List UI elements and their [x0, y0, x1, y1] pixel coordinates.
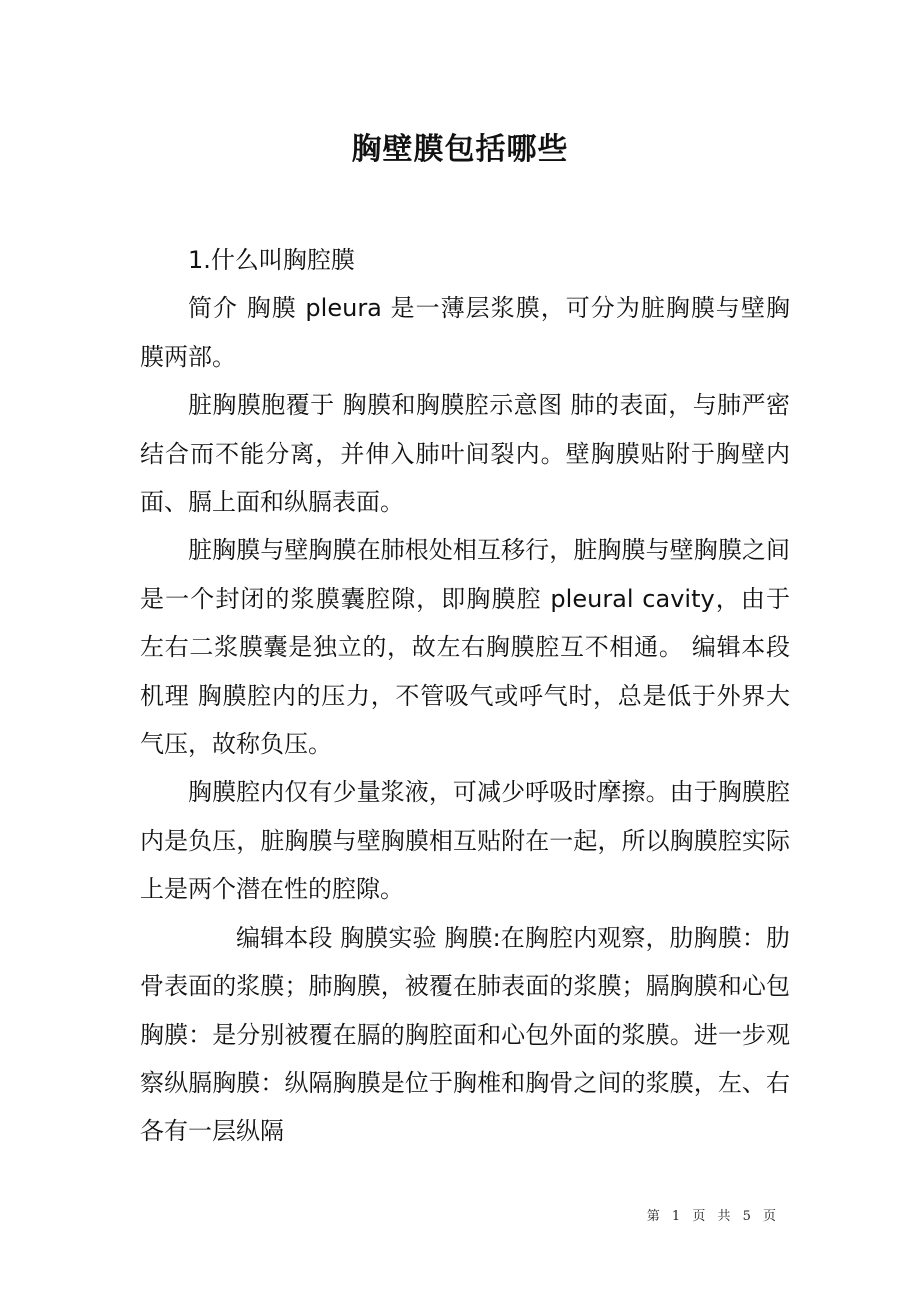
paragraph-intro: 简介 胸膜 pleura 是一薄层浆膜，可分为脏胸膜与壁胸膜两部。	[140, 294, 790, 371]
paragraph-pleura-experiment: 编辑本段 胸膜实验 胸膜:在胸腔内观察，肋胸膜：肋骨表面的浆膜；肺胸膜，被覆在肺表面的浆膜；膈胸膜和心包胸膜：是分别被覆在膈的胸腔面和心包外面的浆膜。进一步观察纵膈胸膜：纵隔胸膜是位于胸椎和胸骨之间的浆膜，左、右各有一层纵隔	[140, 923, 790, 1146]
paragraph-heading-1: 1.什么叫胸腔膜	[188, 246, 355, 274]
document-title: 胸壁膜包括哪些	[351, 132, 569, 167]
page-number: 第 1 页 共 5 页	[646, 1209, 780, 1224]
paragraph-pleural-cavity: 脏胸膜与壁胸膜在肺根处相互移行，脏胸膜与壁胸膜之间是一个封闭的浆膜囊腔隙，即胸膜腔 pleural cavity，由于左右二浆膜囊是独立的，故左右胸膜腔互不相通。 编辑本段 机理 胸膜腔内的压力，不管吸气或呼气时，总是低于外界大气压，故称负压。	[140, 536, 790, 759]
paragraph-serous-fluid: 胸膜腔内仅有少量浆液，可减少呼吸时摩擦。由于胸膜腔内是负压，脏胸膜与壁胸膜相互贴附在一起，所以胸膜腔实际上是两个潜在性的腔隙。	[140, 778, 790, 904]
document-body	[140, 236, 790, 1156]
paragraph-visceral-pleura: 脏胸膜胞覆于 胸膜和胸膜腔示意图 肺的表面，与肺严密结合而不能分离，并伸入肺叶间裂内。壁胸膜贴附于胸壁内面、膈上面和纵膈表面。	[140, 391, 790, 517]
